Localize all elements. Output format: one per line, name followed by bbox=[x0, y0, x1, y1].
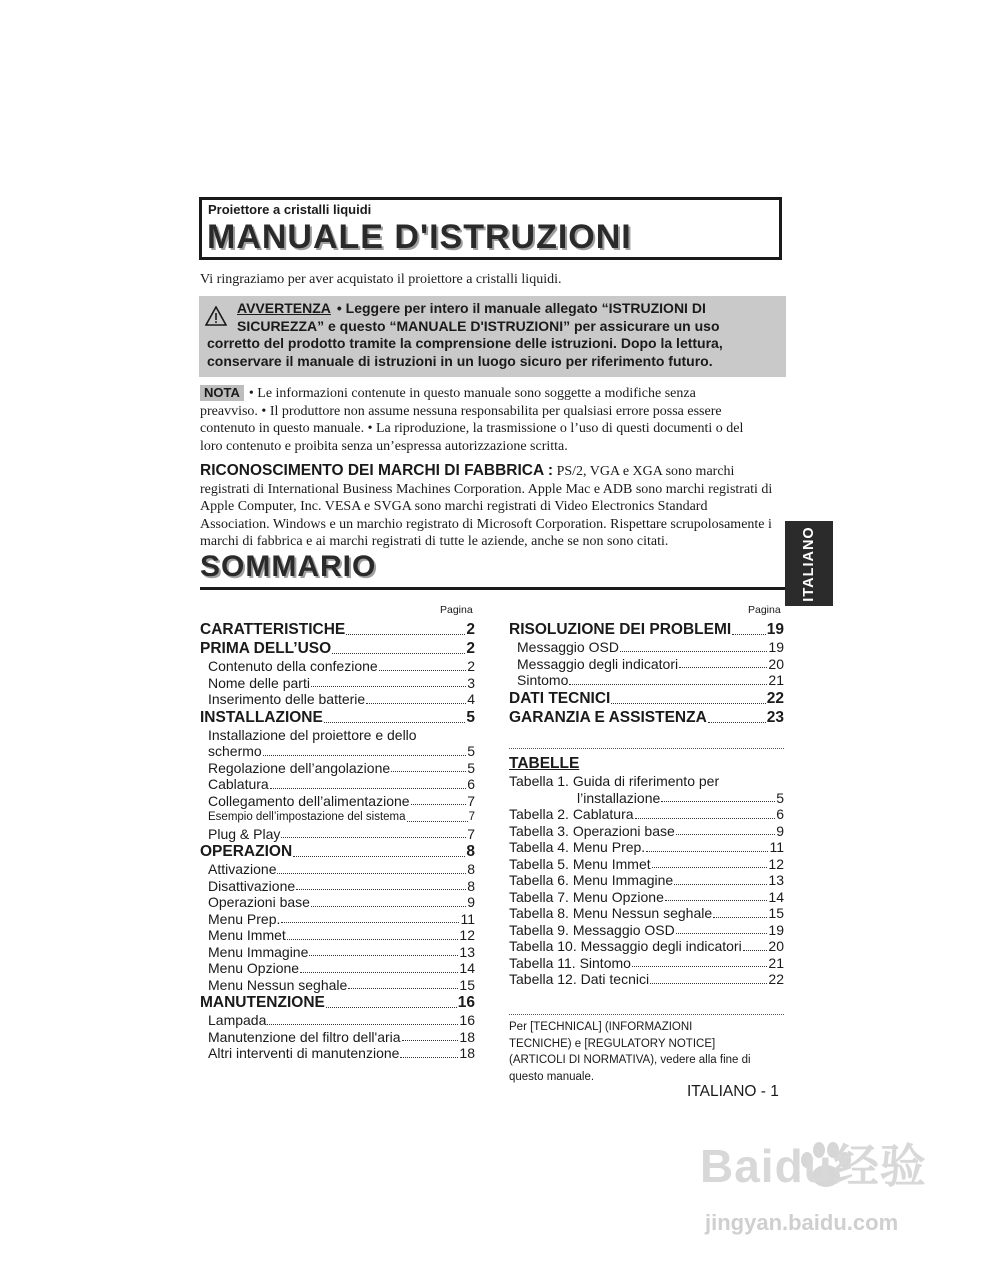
dot-leader bbox=[676, 933, 768, 934]
dot-leader bbox=[407, 821, 468, 822]
toc-entry-page-number: 4 bbox=[467, 691, 475, 707]
toc-entry-label: Nome delle parti bbox=[208, 674, 310, 691]
toc-entry-label: Cablatura bbox=[208, 776, 269, 792]
toc-entry-page-number: 3 bbox=[467, 674, 475, 691]
tabelle-entry-label: Tabella 1. Guida di riferimento per bbox=[509, 773, 720, 789]
warning-line: corretto del prodotto tramite la comprensione delle istruzioni. Dopo la lettura, bbox=[207, 335, 723, 351]
toc-entry-page-number: 6 bbox=[467, 776, 475, 792]
tabelle-entry-label: Tabella 7. Menu Opzione bbox=[509, 888, 664, 905]
page-footer: ITALIANO - 1 bbox=[687, 1083, 779, 1100]
toc-left-column bbox=[200, 620, 475, 1062]
manual-title: MANUALE D'ISTRUZIONI bbox=[207, 218, 632, 256]
toc-entry-page-number: 8 bbox=[467, 861, 475, 877]
nota-badge: NOTA bbox=[200, 385, 244, 401]
toc-entry-row bbox=[200, 842, 475, 861]
warning-box bbox=[199, 296, 786, 377]
dot-leader bbox=[674, 884, 767, 885]
title-box bbox=[199, 197, 782, 260]
tabelle-entry-page-number: 19 bbox=[768, 921, 784, 938]
toc-entry-page-number: 2 bbox=[467, 658, 475, 674]
dot-leader bbox=[281, 837, 466, 838]
warning-line: SICUREZZA” e questo “MANUALE D'ISTRUZIONI” per assicurare un uso bbox=[237, 317, 720, 334]
toc-entry-row bbox=[200, 1045, 475, 1062]
tabelle-list bbox=[509, 773, 784, 988]
toc-entry-row bbox=[200, 861, 475, 878]
toc-entry-row bbox=[200, 743, 475, 760]
toc-entry-row bbox=[200, 826, 475, 843]
toc-entry-row bbox=[509, 620, 784, 639]
warning-text: • Leggere per intero il manuale allegato “ISTRUZIONI DI bbox=[336, 300, 706, 316]
dot-leader bbox=[743, 950, 768, 951]
nota-text: • Le informazioni contenute in questo manuale sono soggette a modifiche senza bbox=[248, 386, 696, 401]
dot-leader bbox=[650, 983, 767, 984]
dot-leader bbox=[620, 651, 767, 652]
tabelle-entry-row bbox=[509, 922, 784, 939]
tabelle-entry-page-number: 20 bbox=[768, 938, 784, 954]
nota-line: contenuto in questo manuale. • La riproduzione, la trasmissione o l’uso di questi documenti o del bbox=[200, 421, 744, 436]
toc-entry-label: Regolazione dell’angolazione bbox=[208, 759, 391, 776]
toc-entry-page-number: 2 bbox=[466, 640, 475, 657]
tabelle-entry-row bbox=[509, 872, 784, 889]
toc-entry-page-number: 18 bbox=[459, 1045, 475, 1061]
toc-entry-page-number: 23 bbox=[766, 708, 784, 726]
tabelle-entry-label: Tabella 8. Menu Nessun seghale bbox=[509, 905, 713, 921]
dot-leader bbox=[348, 988, 458, 989]
toc-entry-page-number: 7 bbox=[467, 825, 475, 842]
dot-leader bbox=[277, 873, 466, 874]
toc-entry-page-number: 16 bbox=[459, 1012, 475, 1028]
dot-leader bbox=[400, 1057, 458, 1058]
toc-entry-row bbox=[200, 911, 475, 928]
tabelle-entry-row bbox=[509, 856, 784, 873]
toc-entry-label: INSTALLAZIONE bbox=[200, 708, 323, 726]
toc-entry-row bbox=[509, 689, 784, 708]
dot-leader bbox=[366, 703, 466, 704]
dot-leader bbox=[346, 634, 465, 635]
toc-entry-row bbox=[200, 1012, 475, 1029]
pagina-label-right: Pagina bbox=[748, 604, 781, 616]
tabelle-entry-row bbox=[509, 790, 784, 807]
toc-entry-label: Menu Immagine bbox=[208, 943, 309, 960]
tabelle-entry-row bbox=[509, 971, 784, 988]
toc-entry-page-number: 21 bbox=[768, 672, 784, 688]
warning-label: AVVERTENZA bbox=[237, 300, 331, 316]
tabelle-entry-row bbox=[509, 806, 784, 823]
nota-line: preavviso. • Il produttore non assume nessuna responsabilita per qualsiasi errore possa essere bbox=[200, 403, 722, 419]
dot-leader bbox=[411, 804, 467, 805]
dot-leader bbox=[679, 667, 767, 668]
closing-note-line: Per [TECHNICAL] (INFORMAZIONI bbox=[509, 1021, 693, 1033]
toc-entry-row bbox=[200, 639, 475, 658]
toc-entry-row bbox=[200, 993, 475, 1012]
tabelle-entry-label: l’installazione bbox=[577, 789, 661, 806]
tabelle-entry-row bbox=[509, 823, 784, 840]
toc-entry-row bbox=[200, 809, 475, 826]
dot-leader bbox=[293, 856, 465, 857]
toc-entry-row bbox=[200, 960, 475, 977]
closing-note-line: (ARTICOLI DI NORMATIVA), vedere alla fine di bbox=[509, 1054, 751, 1066]
toc-entry-row bbox=[200, 727, 475, 744]
dot-leader bbox=[311, 906, 466, 907]
toc-entry-label: Inserimento delle batterie bbox=[208, 691, 366, 707]
dot-leader bbox=[611, 703, 765, 704]
toc-entry-page-number: 8 bbox=[466, 843, 475, 860]
dot-leader bbox=[635, 818, 776, 819]
toc-entry-row bbox=[200, 894, 475, 911]
dot-leader bbox=[309, 955, 458, 956]
trademark-heading: RICONOSCIMENTO DEI MARCHI DI FABBRICA : bbox=[200, 462, 554, 479]
trademark-line: registrati di International Business Machines Corporation. Apple Mac e ADB sono marchi registrati di bbox=[200, 481, 773, 497]
warning-triangle-icon bbox=[205, 306, 227, 326]
tabelle-entry-label: Tabella 12. Dati tecnici bbox=[509, 971, 650, 987]
tabelle-entry-label: Tabella 2. Cablatura bbox=[509, 806, 634, 822]
toc-entry-label: Sintomo bbox=[517, 672, 569, 688]
toc-entry-label: Collegamento dell’alimentazione bbox=[208, 792, 410, 809]
trademark-text: PS/2, VGA e XGA sono marchi bbox=[556, 464, 735, 479]
toc-entry-label: Installazione del proiettore e dello bbox=[208, 726, 417, 743]
trademark-line: Association. Windows e un marchio registrato di Microsoft Corporation. Rispettare scrupolosamente i bbox=[200, 516, 772, 532]
tabelle-entry-page-number: 22 bbox=[768, 971, 784, 987]
toc-entry-label: Disattivazione bbox=[208, 877, 296, 894]
toc-entry-label: Esempio dell’impostazione del sistema bbox=[208, 811, 406, 823]
toc-entry-row bbox=[509, 656, 784, 673]
tabelle-entry-label: Tabella 9. Messaggio OSD bbox=[509, 921, 675, 938]
toc-entry-row bbox=[509, 672, 784, 689]
toc-entry-row bbox=[200, 675, 475, 692]
dot-leader bbox=[391, 771, 466, 772]
toc-entry-label: Altri interventi di manutenzione bbox=[208, 1045, 400, 1061]
toc-entry-label: Lampada bbox=[208, 1012, 267, 1028]
toc-entry-page-number: 11 bbox=[460, 910, 475, 927]
dot-leader bbox=[296, 889, 466, 890]
dot-leader bbox=[379, 670, 467, 671]
toc-entry-page-number: 19 bbox=[768, 639, 784, 655]
toc-entry-page-number: 16 bbox=[457, 994, 475, 1011]
sommario-rule bbox=[200, 587, 785, 590]
toc-entry-row bbox=[200, 1029, 475, 1046]
toc-entry-label: Contenuto della confezione bbox=[208, 658, 378, 674]
toc-entry-label: Manutenzione del filtro dell'aria bbox=[208, 1028, 401, 1045]
toc-entry-page-number: 22 bbox=[766, 689, 784, 707]
product-subtitle: Proiettore a cristalli liquidi bbox=[208, 202, 372, 217]
toc-entry-label: Menu Nessun seghale bbox=[208, 976, 348, 993]
trademark-line bbox=[200, 462, 785, 481]
tabelle-entry-page-number: 12 bbox=[768, 855, 784, 872]
closing-note bbox=[509, 1019, 789, 1085]
toc-entry-row bbox=[200, 708, 475, 727]
tabelle-entry-page-number: 5 bbox=[776, 789, 784, 806]
toc-entry-row bbox=[200, 977, 475, 994]
toc-entry-row bbox=[200, 620, 475, 639]
toc-entry-page-number: 15 bbox=[459, 976, 475, 993]
warning-line bbox=[207, 300, 778, 318]
tabelle-entry-label: Tabella 4. Menu Prep. bbox=[509, 839, 646, 855]
toc-entry-label: OPERAZION bbox=[200, 843, 293, 860]
toc-entry-label: Attivazione bbox=[208, 861, 277, 877]
toc-entry-label: Operazioni base bbox=[208, 894, 310, 910]
dot-leader bbox=[676, 834, 775, 835]
toc-entry-label: Messaggio degli indicatori bbox=[517, 655, 679, 672]
toc-entry-label: GARANZIA E ASSISTENZA bbox=[509, 708, 707, 726]
toc-entry-label: CARATTERISTICHE bbox=[200, 621, 346, 638]
toc-entry-row bbox=[509, 708, 784, 727]
tabelle-entry-page-number: 21 bbox=[768, 954, 784, 971]
trademark-line: marchi di fabbrica e ai marchi registrati di tutte le aziende, anche se non sono citati. bbox=[200, 534, 669, 549]
toc-entry-row bbox=[200, 691, 475, 708]
tabelle-entry-row bbox=[509, 938, 784, 955]
toc-entry-row bbox=[200, 944, 475, 961]
sommario-title: SOMMARIO bbox=[200, 550, 377, 583]
toc-entry-page-number: 7 bbox=[467, 792, 475, 809]
tabelle-entry-page-number: 15 bbox=[768, 905, 784, 921]
watermark-url: jingyan.baidu.com bbox=[705, 1210, 899, 1235]
toc-entry-row bbox=[200, 760, 475, 777]
tabelle-entry-label: Tabella 3. Operazioni base bbox=[509, 822, 675, 839]
toc-entry-row bbox=[509, 639, 784, 656]
toc-entry-page-number: 9 bbox=[467, 894, 475, 910]
tabelle-entry-page-number: 11 bbox=[769, 839, 784, 855]
toc-entry-label: Messaggio OSD bbox=[517, 639, 619, 655]
pagina-label-left: Pagina bbox=[440, 604, 473, 616]
toc-entry-label: Menu Immet bbox=[208, 927, 286, 943]
toc-entry-page-number: 2 bbox=[466, 621, 475, 638]
section-separator bbox=[509, 1014, 784, 1015]
toc-entry-page-number: 20 bbox=[768, 655, 784, 672]
intro-text: Vi ringraziamo per aver acquistato il proiettore a cristalli liquidi. bbox=[200, 272, 562, 287]
tabelle-heading: TABELLE bbox=[509, 755, 580, 772]
nota-line: loro contenuto e proibita senza un’espressa autorizzazione scritta. bbox=[200, 438, 568, 454]
dot-leader bbox=[569, 684, 767, 685]
dot-leader bbox=[632, 966, 767, 967]
closing-note-line: TECNICHE) e [REGULATORY NOTICE] bbox=[509, 1037, 716, 1050]
toc-entry-row bbox=[200, 793, 475, 810]
dot-leader bbox=[287, 939, 459, 940]
toc-entry-page-number: 12 bbox=[459, 927, 475, 943]
tabelle-entry-page-number: 9 bbox=[776, 822, 784, 839]
dot-leader bbox=[665, 900, 768, 901]
tabelle-entry-page-number: 14 bbox=[768, 888, 784, 905]
dot-leader bbox=[267, 1024, 458, 1025]
dot-leader bbox=[646, 851, 768, 852]
trademark-block bbox=[200, 462, 785, 551]
toc-entry-label: MANUTENZIONE bbox=[200, 994, 325, 1011]
dot-leader bbox=[281, 922, 459, 923]
tabelle-entry-row bbox=[509, 773, 784, 790]
dot-leader bbox=[311, 686, 466, 687]
dot-leader bbox=[270, 788, 467, 789]
toc-entry-label: Menu Opzione bbox=[208, 960, 300, 976]
tabelle-entry-label: Tabella 5. Menu Immet bbox=[509, 855, 651, 872]
toc-entry-row bbox=[200, 776, 475, 793]
toc-right-column bbox=[509, 620, 784, 727]
warning-line: conservare il manuale di istruzioni in un luogo sicuro per riferimento futuro. bbox=[207, 352, 713, 369]
dot-leader bbox=[402, 1040, 459, 1041]
language-side-tab bbox=[785, 521, 833, 606]
toc-entry-label: DATI TECNICI bbox=[509, 689, 611, 707]
toc-entry-page-number: 7 bbox=[468, 811, 475, 823]
dot-leader bbox=[708, 722, 766, 723]
toc-entry-label: Plug & Play bbox=[208, 825, 281, 842]
toc-entry-label: PRIMA DELL’USO bbox=[200, 640, 332, 657]
toc-entry-page-number: 8 bbox=[467, 877, 475, 894]
toc-entry-label: RISOLUZIONE DEI PROBLEMI bbox=[509, 621, 732, 638]
dot-leader bbox=[732, 634, 766, 635]
dot-leader bbox=[332, 653, 465, 654]
toc-entry-page-number: 5 bbox=[467, 743, 475, 759]
tabelle-entry-row bbox=[509, 955, 784, 972]
toc-entry-page-number: 5 bbox=[467, 759, 475, 776]
dot-leader bbox=[326, 1007, 457, 1008]
toc-entry-label: schermo bbox=[208, 743, 262, 759]
section-separator bbox=[509, 748, 784, 749]
toc-entry-page-number: 18 bbox=[459, 1028, 475, 1045]
dot-leader bbox=[661, 801, 775, 802]
dot-leader bbox=[713, 917, 767, 918]
dot-leader bbox=[324, 722, 466, 723]
toc-entry-label: Menu Prep. bbox=[208, 910, 281, 927]
tabelle-entry-row bbox=[509, 839, 784, 856]
closing-note-line: questo manuale. bbox=[509, 1070, 595, 1083]
tabelle-entry-label: Tabella 11. Sintomo bbox=[509, 954, 631, 971]
dot-leader bbox=[652, 867, 768, 868]
tabelle-entry-label: Tabella 6. Menu Immagine bbox=[509, 872, 674, 888]
toc-entry-page-number: 19 bbox=[766, 621, 784, 638]
nota-line bbox=[200, 385, 785, 403]
dot-leader bbox=[300, 972, 458, 973]
toc-entry-page-number: 13 bbox=[459, 943, 475, 960]
toc-entry-page-number: 14 bbox=[459, 960, 475, 976]
side-tab-label: ITALIANO bbox=[801, 525, 817, 602]
tabelle-entry-page-number: 13 bbox=[768, 872, 784, 888]
tabelle-entry-page-number: 6 bbox=[776, 806, 784, 822]
tabelle-entry-row bbox=[509, 905, 784, 922]
trademark-line: Apple Computer, Inc. VESA e SVGA sono marchi registrati di Video Electronics Standard bbox=[200, 499, 708, 514]
dot-leader bbox=[263, 755, 467, 756]
toc-entry-row bbox=[200, 878, 475, 895]
tabelle-entry-label: Tabella 10. Messaggio degli indicatori bbox=[509, 938, 742, 954]
toc-entry-row bbox=[200, 927, 475, 944]
tabelle-entry-row bbox=[509, 889, 784, 906]
nota-block bbox=[200, 385, 785, 455]
toc-entry-page-number: 5 bbox=[466, 708, 475, 726]
watermark-logo: Baidu经验 bbox=[700, 1140, 927, 1192]
toc-entry-row bbox=[200, 658, 475, 675]
